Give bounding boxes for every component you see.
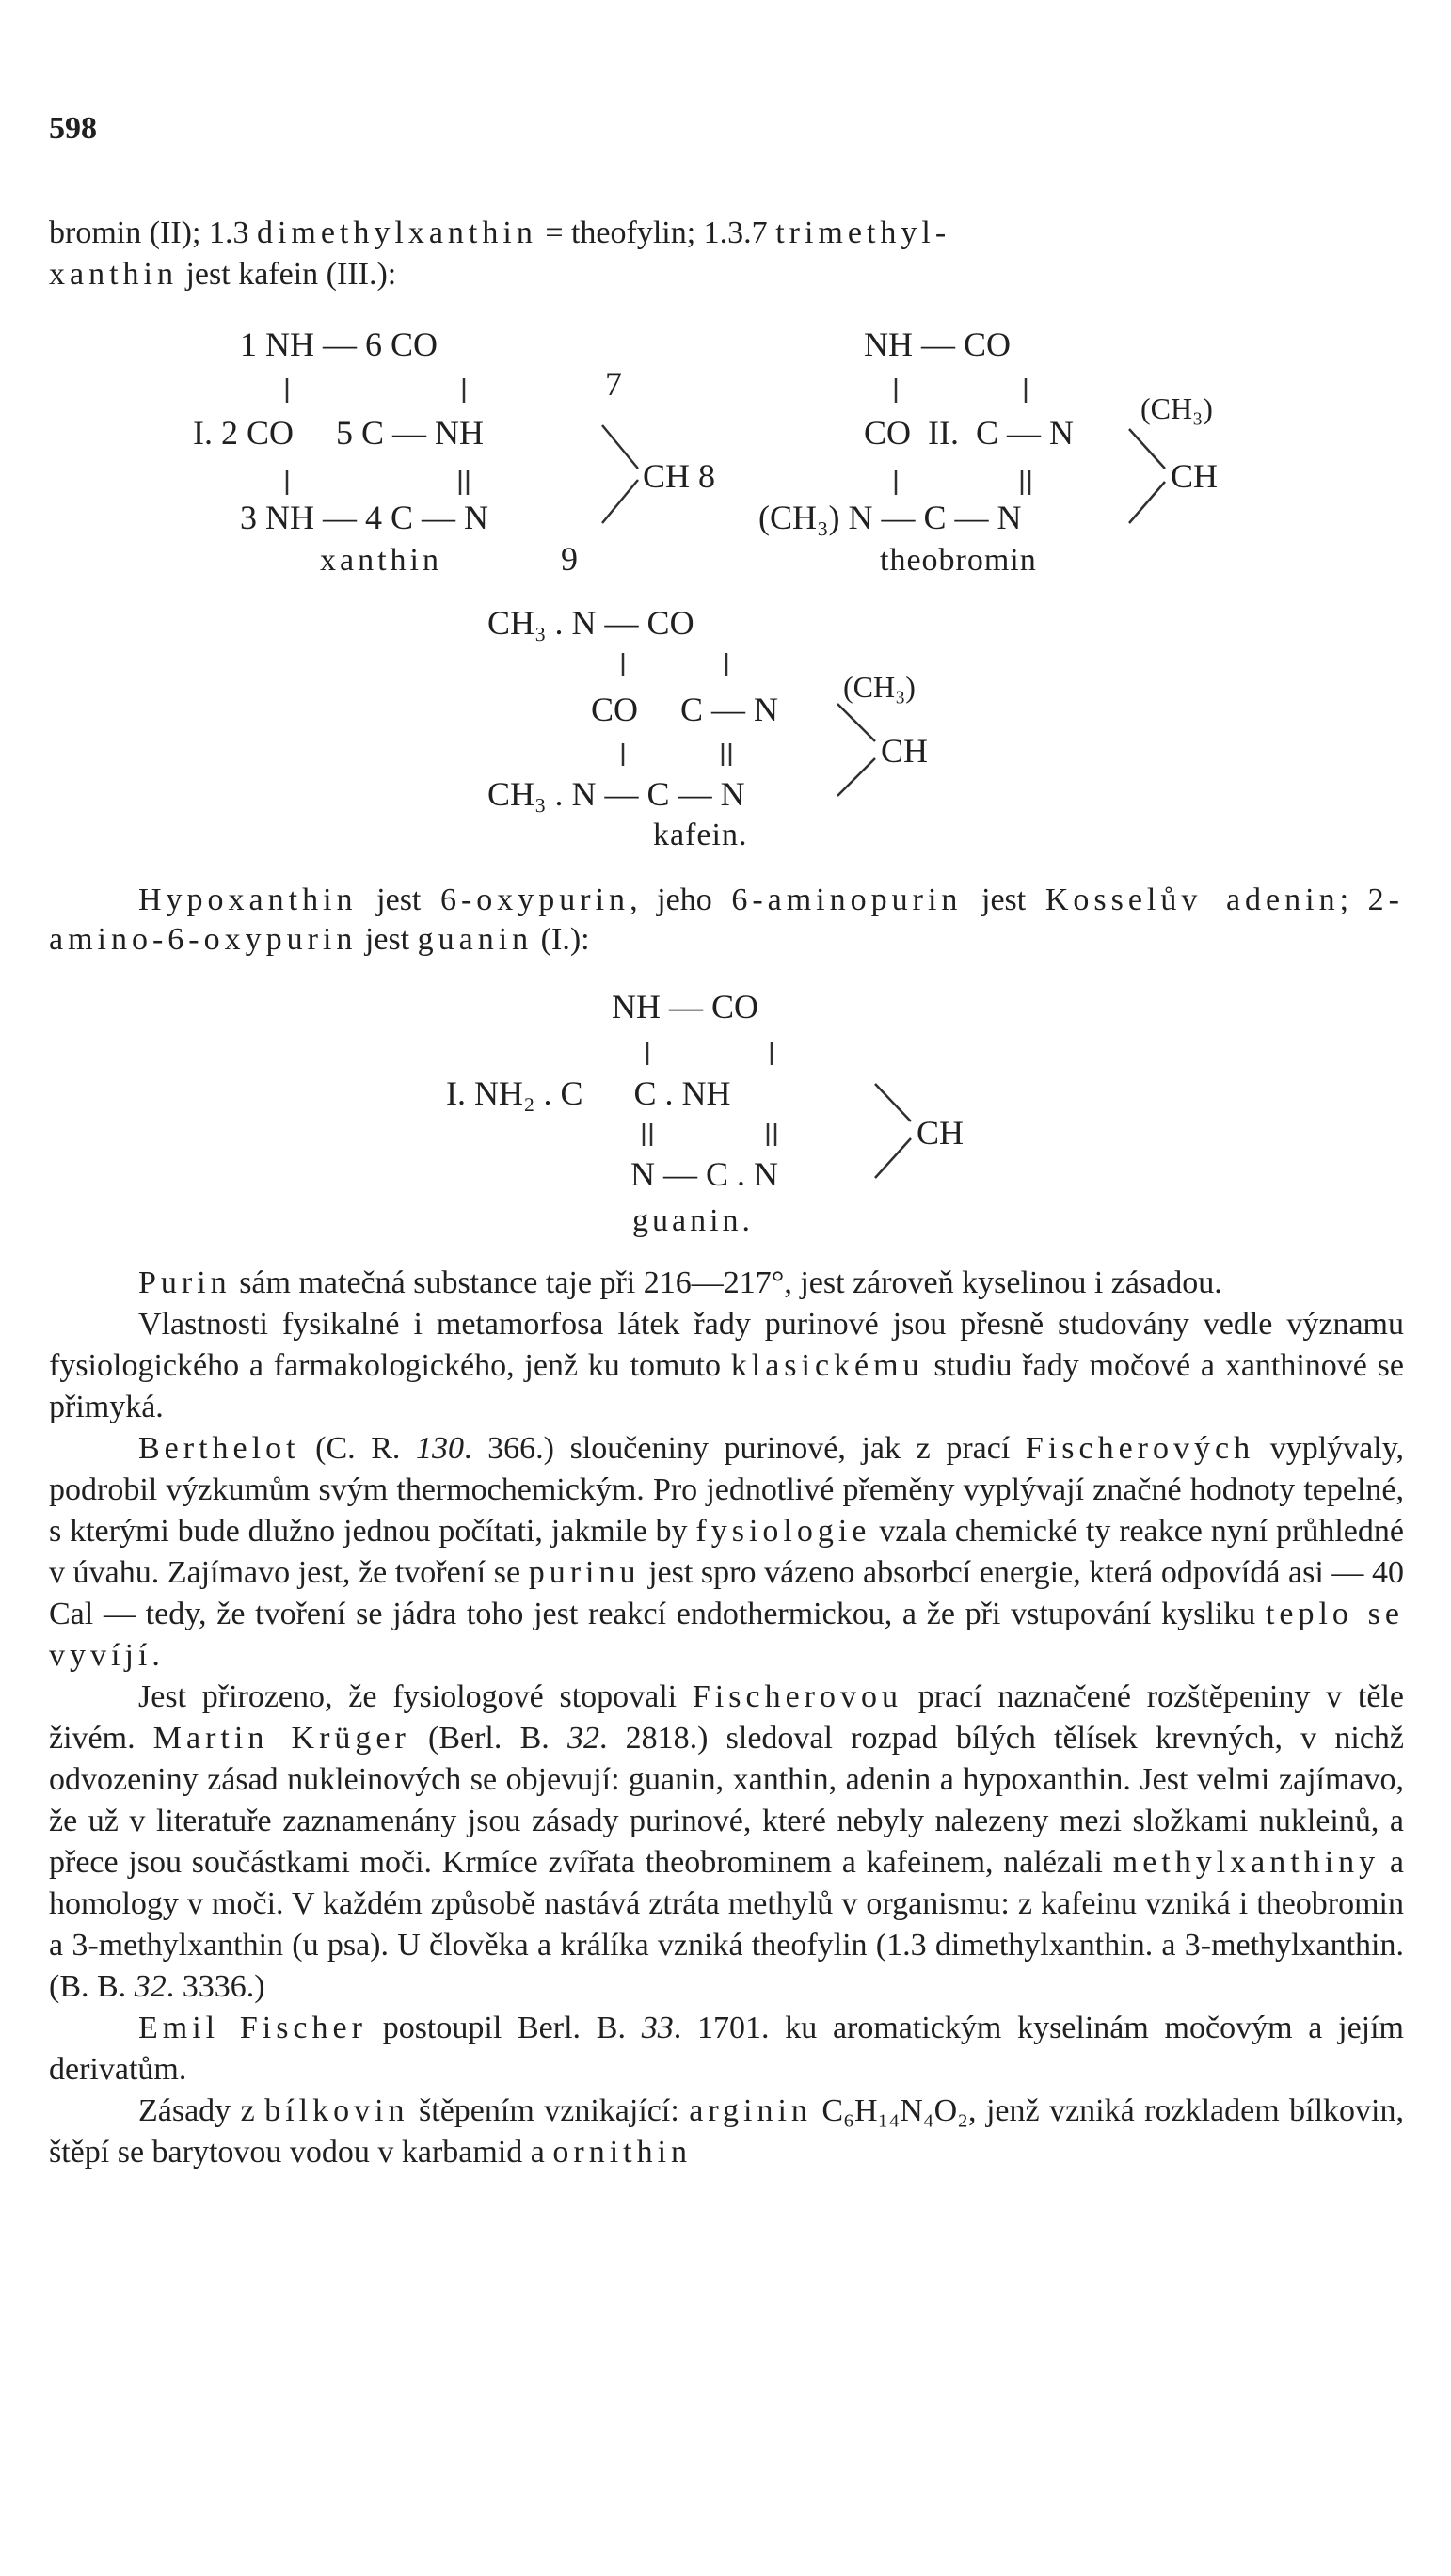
author-emil-fischer: Emil Fischer — [138, 2011, 367, 2045]
hypoxanthin-paragraph — [49, 881, 1404, 960]
volume-number: 32 — [566, 1721, 599, 1756]
term-ornithin: ornithin — [552, 2135, 693, 2170]
paragraph-purin — [49, 1263, 1404, 1304]
term-fischerovou: Fischerovou — [692, 1679, 902, 1714]
paragraph-text: jest — [357, 922, 418, 957]
guanin-caption: guanin. — [632, 1203, 755, 1238]
paragraph-fysiologove — [49, 1677, 1404, 2008]
term-amino-oxypurin: 2-amino-6-oxypurin — [49, 883, 1404, 957]
term-purinu: purinu — [528, 1555, 641, 1590]
kafein-row1: CH₃ . N — CO — [487, 604, 694, 642]
volume-number: 33 — [641, 2011, 674, 2045]
author-kruger: Martin Krüger — [152, 1721, 410, 1756]
guanin-row3: N — C . N — [630, 1155, 779, 1193]
paragraph-text: (Berl. B. — [409, 1721, 567, 1756]
paragraph-text: studiu řady močové a xanthinové se přimyká. — [49, 1348, 1405, 1424]
paragraph-text: . — [151, 1638, 160, 1673]
paragraph-text: , jeho — [630, 883, 732, 917]
term-arginin: arginin — [689, 2093, 812, 2128]
paragraph-text: jest spro vázeno absorbcí energie, která odpovídá asi — 40 Cal — tedy, že tvoření se jádra toho jest reakcí endothermickou, a že při vstupování kysliku — [49, 1555, 1405, 1631]
theobromin-ch3-top: (CH₃) — [1140, 391, 1213, 425]
volume-number: 32 — [134, 1969, 167, 2004]
xanthin-position-7: 7 — [605, 365, 622, 403]
xanthin-row1: 1 NH — 6 CO — [240, 326, 438, 363]
theobromin-ch: CH — [1171, 457, 1219, 495]
term-aminopurin: 6-aminopurin — [731, 883, 963, 917]
theobromin-row2: CO II. C — N — [864, 414, 1074, 452]
body-text — [49, 1263, 1404, 2173]
term-purin: Purin — [138, 1265, 231, 1300]
paragraph-text: . 3336.) — [166, 1969, 265, 2004]
bond-line — [837, 758, 875, 796]
bond-line — [1129, 429, 1165, 469]
paragraph-zasady — [49, 2091, 1404, 2173]
term-oxypurin: 6-oxypurin — [439, 883, 630, 917]
kafein-row3: CH₃ . N — C — N — [487, 775, 745, 813]
volume-number: 130 — [416, 1431, 465, 1466]
paragraph-text: prací naznačené rozštěpeniny v těle živém. — [49, 1679, 1404, 1756]
paragraph-text: a homology v moči. V každém způsobě nastává ztráta methylů v organismu: z kafeinu vzniká i theobromin a 3-methylxanthin (u psa). U člověka a králíka vzniká theofylin (1.3 dimethylxanthin. a 3-methylxanthin. (B. B. — [49, 1845, 1405, 2004]
xanthin-position-9: 9 — [561, 540, 578, 578]
paragraph-text: . 366.) sloučeniny purinové, jak z prací — [464, 1431, 1026, 1466]
xanthin-row2: I. 2 CO 5 C — NH — [193, 414, 485, 452]
intro-text: jest kafein (III.): — [177, 257, 397, 292]
guanin-row1: NH — CO — [612, 988, 759, 1026]
term-bilkovin: bílkovin — [264, 2093, 409, 2128]
paragraph-text: vyplývaly, podrobil výzkumům svým thermochemickým. Pro jednotlivé přeměny vyplývají značné hodnoty tepelné, s kterými bude dlužno jednou počítati, jakmile by — [49, 1431, 1404, 1549]
xanthin-caption: xanthin — [320, 543, 442, 578]
xanthin-row3: 3 NH — 4 C — N — [240, 499, 489, 536]
paragraph-text: . 2818.) sledoval rozpad bílých tělísek krevných, v nichž odvozeniny zásad nukleinových se objevují: guanin, xanthin, adenin a hypoxanthin. Jest velmi zajímavo, že už v literatuře zaznamenány jsou zásady purinové, které nebyly nalezeny mezi složkami nukleinů, a přece jsou součástkami moči. Krmíce zvířata theobrominem a kafeinem, nalézali — [49, 1721, 1405, 1880]
paragraph-text: Jest přirozeno, že fysiologové stopovali — [138, 1679, 693, 1714]
kafein-ch: CH — [881, 732, 929, 770]
kafein-ch3-top: (CH₃) — [843, 670, 916, 704]
term-klasickemu: klasickému — [730, 1348, 924, 1383]
theobromin-row3: (CH₃) N — C — N — [758, 499, 1022, 536]
term-fysiologie: fysiologie — [695, 1514, 871, 1549]
theobromin-caption: theobromin — [880, 543, 1037, 578]
paragraph-text: Zásady z — [138, 2093, 265, 2128]
paragraph-text: sám matečná substance taje při 216—217°, jest zároveň kyselinou i zásadou. — [231, 1265, 1222, 1300]
guanin-ch: CH — [917, 1114, 965, 1152]
term-guanin: guanin — [417, 922, 534, 957]
theobromin-row1: NH — CO — [864, 326, 1012, 363]
kafein-row2: CO C — N — [591, 691, 779, 728]
paragraph-text: štěpením vznikající: — [408, 2093, 690, 2128]
kafein-caption: kafein. — [653, 818, 748, 852]
bond-line — [875, 1138, 911, 1178]
term-xanthin: xanthin — [49, 257, 178, 292]
term-teplo-se-vyviji: teplo se vyvíjí — [49, 1597, 1404, 1673]
xanthin-ch8: CH 8 — [643, 457, 716, 495]
term-methylxanthiny: methylxanthiny — [1112, 1845, 1380, 1880]
term-hypoxanthin: Hypoxanthin — [138, 883, 358, 917]
bond-line — [602, 425, 638, 469]
paragraph-text: jest — [357, 883, 440, 917]
paragraph-text: Vlastnosti fysikalné i metamorfosa látek řady purinové jsou přesně studovány vedle významu fysiologického a farmakologického, jenž ku tomuto — [49, 1307, 1404, 1383]
paragraph-emil-fischer — [49, 2008, 1404, 2091]
paragraph-vlastnosti — [49, 1304, 1404, 1428]
intro-text: = theofylin; 1.3.7 — [536, 215, 776, 250]
bond-line — [602, 480, 638, 523]
term-trimethyl: trimethyl- — [775, 215, 951, 250]
paragraph-berthelot — [49, 1428, 1404, 1677]
paragraph-text: (C. R. — [299, 1431, 417, 1466]
bond-line — [875, 1084, 911, 1121]
bond-line — [837, 704, 875, 741]
paragraph-text: ; — [1339, 883, 1368, 917]
paragraph-text: vzala chemické ty reakce nyní průhledné v úvahu. Zajímavo jest, že tvoření se — [49, 1514, 1404, 1590]
author-berthelot: Berthelot — [138, 1431, 300, 1466]
paragraph-text: C₆H₁₄N₄O₂, jenž vzniká rozkladem bílkovin, štěpí se barytovou vodou v karbamid a — [49, 2093, 1404, 2170]
paragraph-text: postoupil Berl. B. — [366, 2011, 642, 2045]
page-number: 598 — [49, 111, 97, 146]
intro-text: bromin (II); 1.3 — [49, 215, 257, 250]
paragraph-text: jest — [962, 883, 1045, 917]
term-fischerovych: Fischerových — [1025, 1431, 1255, 1466]
paragraph-text: (I.): — [533, 922, 590, 957]
bond-line — [1129, 482, 1165, 523]
guanin-row2: I. NH₂ . C C . NH — [446, 1074, 731, 1112]
paragraph-text: . 1701. ku aromatickým kyselinám močovým a jejím derivatům. — [49, 2011, 1404, 2087]
term-dimethylxanthin: dimethylxanthin — [256, 215, 537, 250]
term-kosseluv-adenin: Kosselův adenin — [1044, 883, 1340, 917]
